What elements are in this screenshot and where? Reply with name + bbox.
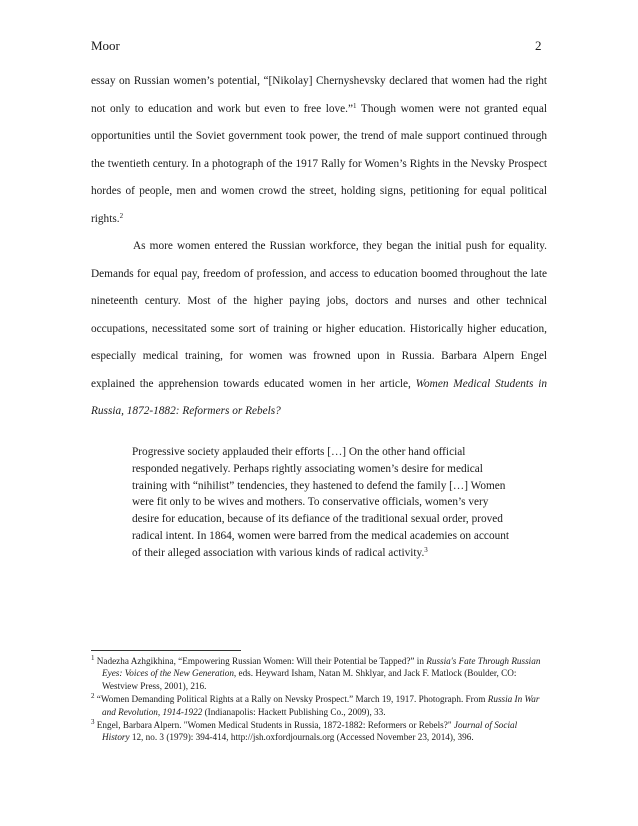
text-run: As more women entered the Russian workforce, they began the initial push for equality. Demands for equal pay, freedom of profession, and access to education boomed throughout the late nineteenth century. Most of the higher paying jobs, doctors and nurses and other technical occupations, necessitated some sort of training or higher education. Historically higher education, especially medical training, for women was frowned upon in Russia. Barbara Alpern Engel explained the apprehension towards educated women in her article, xyxy=(91,240,547,390)
body-text xyxy=(91,68,547,426)
italic-title: Journal of Social History xyxy=(102,720,518,743)
text-run: , eds. Heyward Isham, Natan M. Shklyar, and Jack F. Matlock (Boulder, CO: Westview Press, 2001), 216. xyxy=(102,668,517,691)
note-reference: 3 xyxy=(91,718,95,727)
text-run: (Indianapolis: Hackett Publishing Co., 2009), 33. xyxy=(202,706,386,717)
italic-title: Women Medical Students in Russia, 1872-1882: Reformers or Rebels? xyxy=(91,377,547,417)
text-run: Progressive society applauded their efforts […] On the other hand official responded negatively. Perhaps rightly associating women’s desire for medical training with “nihilist” tendencies, they hastened to defend the family […] Women were fit only to be wives and mothers. To conservative officials, women’s very desire for education, because of its defiance of the traditional sexual order, proved radical intent. In 1864, women were barred from the medical academies on account of their alleged association with various kinds of radical activity. xyxy=(132,446,510,559)
note-reference: 2 xyxy=(91,692,95,701)
text-run: Engel, Barbara Alpern. "Women Medical Students in Russia, 1872-1882: Reformers or Rebels?" xyxy=(94,720,454,731)
footnote xyxy=(91,655,547,692)
italic-title: Russia In War and Revolution, 1914-1922 xyxy=(102,694,540,717)
page-number: 2 xyxy=(535,38,542,53)
running-header-author: Moor xyxy=(91,38,120,53)
footnote xyxy=(91,719,547,744)
italic-title: Russia's Fate Through Russian Eyes: Voices of the New Generation xyxy=(102,656,541,679)
text-run: 12, no. 3 (1979): 394-414, http://jsh.oxfordjournals.org (Accessed November 23, 2014), 396. xyxy=(129,732,474,743)
text-run: Though women were not granted equal opportunities until the Soviet government took power, the trend of male support continued through the twentieth century. In a photograph of the 1917 Rally for Women’s Rights in the Nevsky Prospect hordes of people, men and women crowd the street, holding signs, petitioning for equal political rights. xyxy=(91,102,547,225)
note-reference: 1 xyxy=(353,101,357,110)
paragraph xyxy=(91,68,547,233)
text-run: Nadezha Azhgikhina, “Empowering Russian Women: Will their Potential be Tapped?” in xyxy=(94,656,427,666)
note-reference: 2 xyxy=(119,211,124,220)
text-run: essay on Russian women’s potential, “[Nikolay] Chernyshevsky declared that women had the right not only to education and work but even to free love.” xyxy=(91,75,547,115)
footnote xyxy=(91,693,547,718)
text-run: “Women Demanding Political Rights at a Rally on Nevsky Prospect.” March 19, 1917. Photograph. From xyxy=(94,694,488,705)
block-quote xyxy=(132,444,512,562)
note-reference: 3 xyxy=(424,545,428,554)
footnote-separator xyxy=(91,650,241,651)
paragraph xyxy=(91,233,547,426)
footnotes xyxy=(91,655,547,745)
note-reference: 1 xyxy=(91,654,95,662)
